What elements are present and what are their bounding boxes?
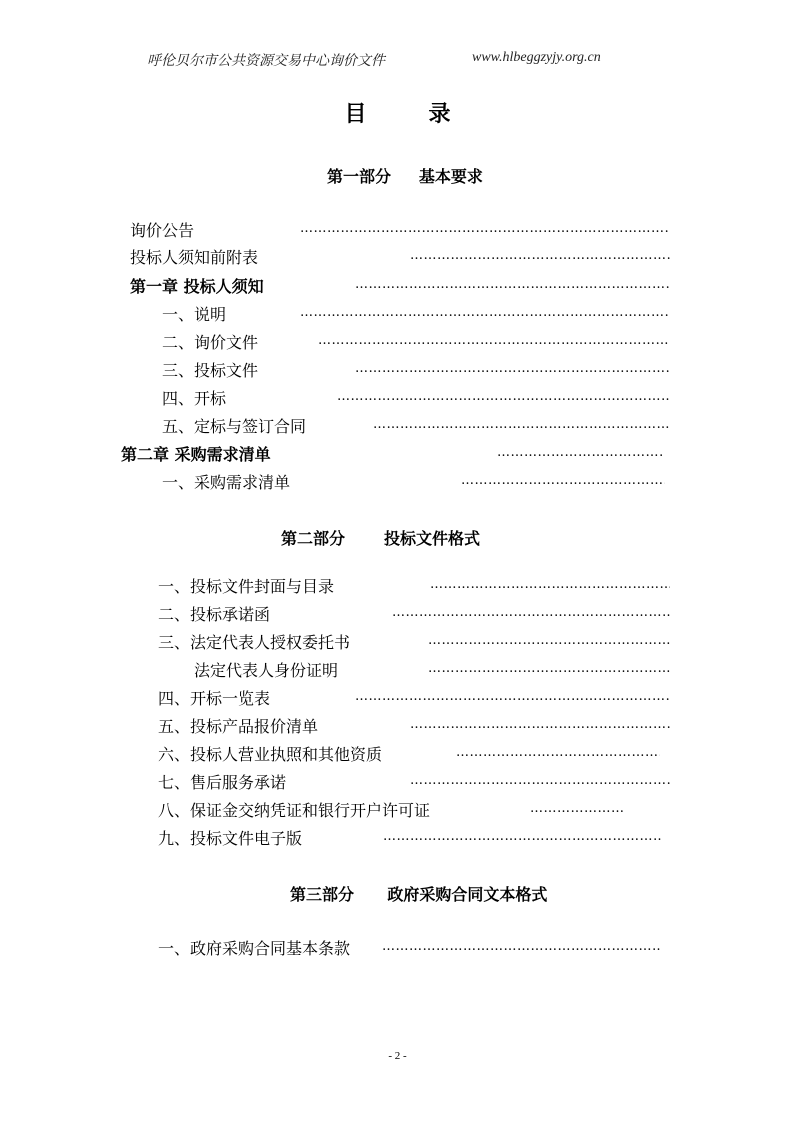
toc-item: 八、保证金交纳凭证和银行开户许可证	[158, 801, 431, 820]
toc-item: 七、售后服务承诺	[158, 773, 287, 792]
toc-item: 四、开标一览表	[158, 689, 271, 708]
toc-title-char-1: 目	[344, 102, 367, 127]
page-number: - 2 -	[388, 1050, 407, 1062]
toc-chapter: 第二章 采购需求清单	[121, 445, 271, 464]
toc-item: 一、采购需求清单	[162, 473, 291, 492]
toc-item: 投标人须知前附表	[130, 248, 259, 267]
leader-dots	[456, 745, 660, 761]
leader-dots	[392, 605, 670, 621]
toc-item: 五、定标与签订合同	[162, 417, 307, 436]
toc-chapter: 第一章 投标人须知	[130, 277, 264, 296]
toc-item: 法定代表人身份证明	[194, 661, 339, 680]
leader-dots	[318, 333, 670, 349]
leader-dots	[355, 689, 670, 705]
toc-item: 三、投标文件	[162, 361, 259, 380]
toc-item: 二、投标承诺函	[158, 605, 271, 624]
leader-dots	[410, 773, 670, 789]
toc-item: 三、法定代表人授权委托书	[158, 633, 351, 652]
toc-item: 四、开标	[162, 389, 227, 408]
leader-dots	[382, 939, 660, 955]
toc-item: 一、政府采购合同基本条款	[158, 939, 351, 958]
toc-item: 六、投标人营业执照和其他资质	[158, 745, 383, 764]
toc-title	[0, 97, 795, 128]
header-title: 呼伦贝尔市公共资源交易中心询价文件	[147, 53, 385, 69]
leader-dots	[373, 417, 670, 433]
leader-dots	[355, 361, 670, 377]
header-url: www.hlbeggzyjy.org.cn	[472, 50, 601, 65]
leader-dots	[337, 389, 670, 405]
toc-item: 二、询价文件	[162, 333, 259, 352]
leader-dots	[430, 577, 670, 593]
part2-heading: 第二部分 投标文件格式	[281, 529, 480, 548]
leader-dots	[410, 717, 670, 733]
leader-dots	[428, 661, 670, 677]
leader-dots	[530, 801, 624, 817]
leader-dots	[428, 633, 670, 649]
part1-heading: 第一部分 基本要求	[327, 167, 483, 186]
leader-dots	[461, 473, 665, 489]
leader-dots	[300, 305, 670, 321]
toc-item: 九、投标文件电子版	[158, 829, 303, 848]
leader-dots	[497, 445, 663, 461]
leader-dots	[410, 248, 670, 264]
leader-dots	[300, 221, 670, 237]
toc-title-char-2: 录	[428, 102, 451, 127]
toc-item: 一、投标文件封面与目录	[158, 577, 335, 596]
toc-item: 一、说明	[162, 305, 227, 324]
part3-heading: 第三部分 政府采购合同文本格式	[290, 885, 548, 904]
toc-item: 五、投标产品报价清单	[158, 717, 319, 736]
toc-item: 询价公告	[130, 221, 195, 240]
leader-dots	[383, 829, 661, 845]
leader-dots	[355, 277, 670, 293]
